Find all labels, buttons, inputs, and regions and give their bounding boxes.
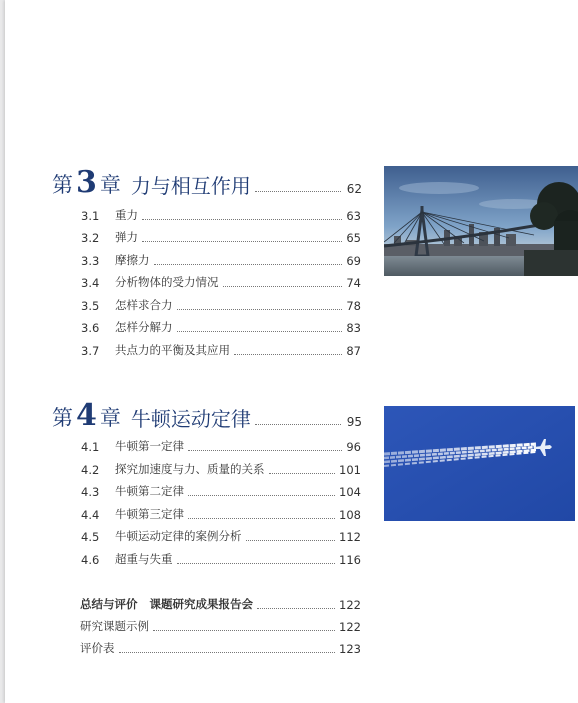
leader-dots <box>255 191 341 192</box>
leader-dots <box>142 219 342 220</box>
section-title: 怎样求合力 <box>115 298 173 312</box>
section-page-number: 87 <box>346 344 361 358</box>
section-title: 牛顿第二定律 <box>115 484 184 498</box>
toc-entry[interactable] <box>81 438 361 454</box>
chapter-prefix: 第 <box>52 173 73 197</box>
extra-page-number: 123 <box>339 642 361 656</box>
toc-entry[interactable] <box>81 461 361 477</box>
leader-dots <box>223 286 343 287</box>
section-number: 3.1 <box>81 209 100 223</box>
toc-entry[interactable] <box>81 342 361 358</box>
section-page-number: 63 <box>346 209 361 223</box>
toc-entry[interactable] <box>81 483 361 499</box>
chapter-page-number: 62 <box>346 182 362 196</box>
section-title: 牛顿运动定律的案例分析 <box>115 529 242 543</box>
toc-entry[interactable] <box>81 274 361 290</box>
summary-page-number: 122 <box>339 598 361 612</box>
chapter-title: 力与相互作用 <box>130 174 251 198</box>
section-title: 探究加速度与力、质量的关系 <box>115 462 265 476</box>
section-number: 4.5 <box>81 530 100 544</box>
toc-entry[interactable] <box>81 551 361 567</box>
leader-dots <box>119 652 336 653</box>
toc-page <box>5 0 578 703</box>
extra-title: 评价表 <box>80 641 115 655</box>
leader-dots <box>257 608 335 609</box>
toc-entry[interactable] <box>81 207 361 223</box>
section-title: 超重与失重 <box>115 552 173 566</box>
bridge-photo <box>384 166 578 276</box>
section-page-number: 83 <box>346 321 361 335</box>
leader-dots <box>177 309 343 310</box>
extra-entry[interactable] <box>80 618 361 634</box>
chapter-suffix: 章 <box>99 173 121 197</box>
leader-dots <box>234 354 342 355</box>
toc-entry[interactable] <box>81 252 361 268</box>
summary-title: 课题研究成果报告会 <box>149 597 253 611</box>
section-title: 摩擦力 <box>115 253 150 267</box>
section-page-number: 78 <box>346 299 361 313</box>
section-number: 3.6 <box>81 321 100 335</box>
airplane-contrail-photo <box>384 406 575 521</box>
section-number: 4.1 <box>81 440 100 454</box>
section-number: 4.6 <box>81 553 100 567</box>
section-number: 3.5 <box>81 299 100 313</box>
section-page-number: 74 <box>346 276 361 290</box>
toc-entry[interactable] <box>81 319 361 335</box>
leader-dots <box>188 518 335 519</box>
section-number: 4.3 <box>81 485 100 499</box>
section-title: 牛顿第三定律 <box>115 507 184 521</box>
leader-dots <box>154 264 343 265</box>
chapter-title: 牛顿运动定律 <box>130 407 251 431</box>
section-title: 弹力 <box>115 230 138 244</box>
leader-dots <box>177 563 336 564</box>
chapter-4-heading[interactable] <box>52 398 362 433</box>
chapter-page-number: 95 <box>346 415 362 429</box>
section-title: 重力 <box>115 208 138 222</box>
leader-dots <box>177 331 343 332</box>
toc-entry[interactable] <box>81 528 361 544</box>
section-title: 牛顿第一定律 <box>115 439 184 453</box>
toc-entry[interactable] <box>81 229 361 245</box>
chapter-3-heading[interactable] <box>52 165 362 200</box>
section-number: 3.4 <box>81 276 100 290</box>
section-title: 共点力的平衡及其应用 <box>115 343 230 357</box>
section-page-number: 108 <box>339 508 361 522</box>
extra-title: 研究课题示例 <box>80 619 149 633</box>
section-number: 3.2 <box>81 231 100 245</box>
chapter-suffix: 章 <box>99 406 121 430</box>
section-number: 4.2 <box>81 463 100 477</box>
chapter-prefix: 第 <box>52 406 73 430</box>
leader-dots <box>153 630 335 631</box>
leader-dots <box>269 473 336 474</box>
chapter-number: 3 <box>76 165 97 200</box>
section-page-number: 101 <box>339 463 361 477</box>
section-page-number: 69 <box>346 254 361 268</box>
section-page-number: 65 <box>346 231 361 245</box>
leader-dots <box>188 495 335 496</box>
summary-label: 总结与评价 <box>80 597 138 611</box>
bridge-illustration <box>384 166 578 276</box>
leader-dots <box>188 450 342 451</box>
toc-entry[interactable] <box>81 297 361 313</box>
chapter-number: 4 <box>76 398 97 433</box>
section-number: 3.3 <box>81 254 100 268</box>
extra-page-number: 122 <box>339 620 361 634</box>
extra-entry[interactable] <box>80 640 361 656</box>
section-number: 4.4 <box>81 508 100 522</box>
toc-entry[interactable] <box>81 506 361 522</box>
leader-dots <box>246 540 336 541</box>
leader-dots <box>142 241 342 242</box>
section-page-number: 96 <box>346 440 361 454</box>
section-page-number: 104 <box>339 485 361 499</box>
section-page-number: 112 <box>339 530 361 544</box>
summary-entry[interactable] <box>80 596 361 612</box>
leader-dots <box>255 424 341 425</box>
section-title: 怎样分解力 <box>115 320 173 334</box>
section-number: 3.7 <box>81 344 100 358</box>
airplane-illustration <box>384 406 575 521</box>
section-title: 分析物体的受力情况 <box>115 275 219 289</box>
section-page-number: 116 <box>339 553 361 567</box>
